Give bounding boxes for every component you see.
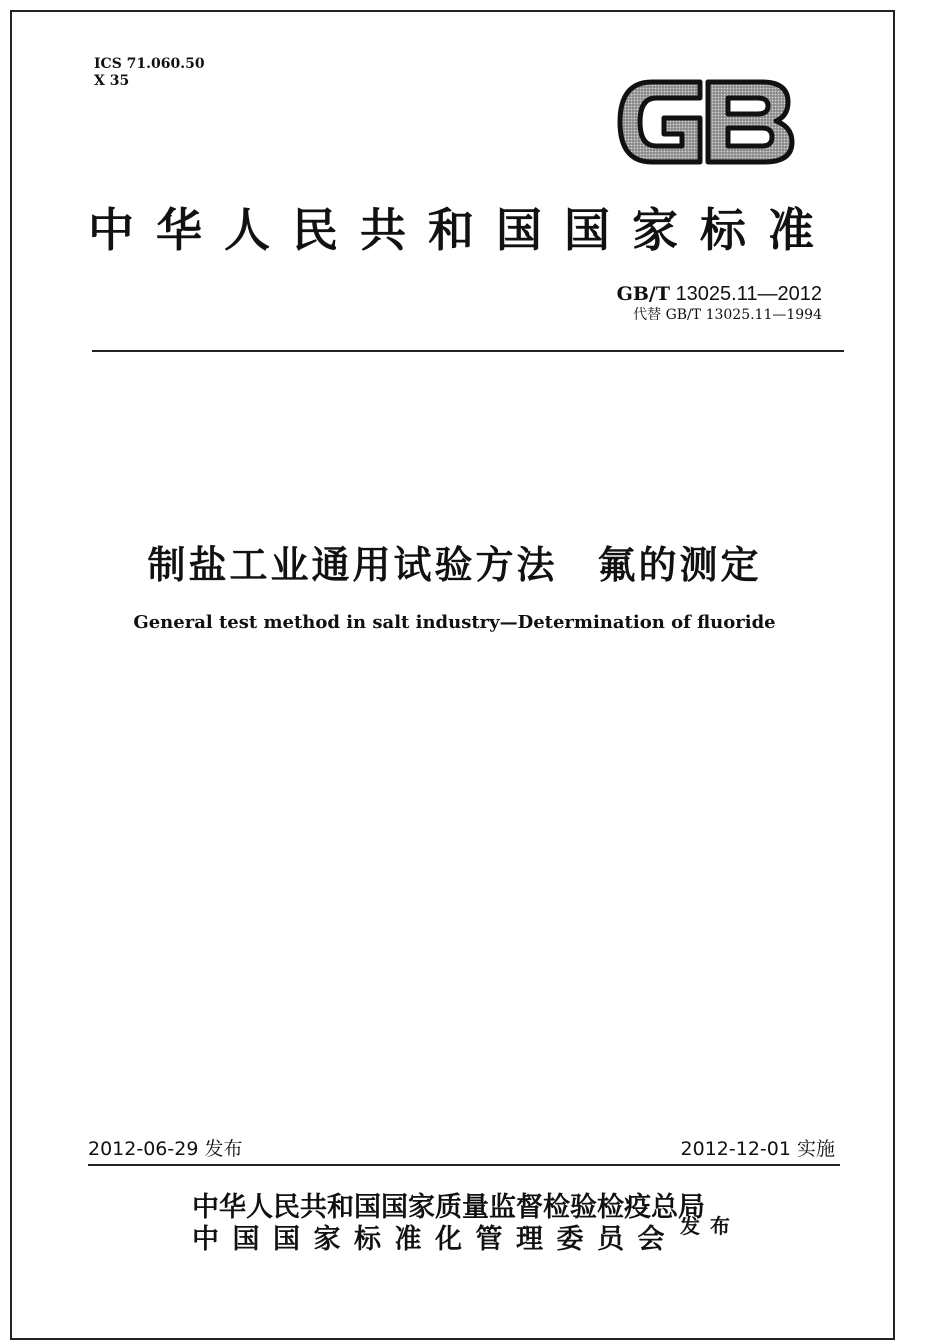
standard-prefix: GB/T [616,283,670,305]
replaces-note: 代替 GB/T 13025.11—1994 [633,307,822,323]
top-divider [92,350,844,352]
standard-number [512,282,822,306]
issuer-sac: 中国国家标准化管理委员会 [192,1224,678,1255]
issuer-aqsiq: 中华人民共和国国家质量监督检验检疫总局 [192,1192,705,1223]
ccs-code: X 35 [94,73,130,89]
bottom-divider [88,1164,840,1166]
title-english: General test method in salt industry—Determination of fluoride [133,612,776,633]
standard-number-block [512,282,822,324]
title-cn-main: 制盐工业通用试验方法 [147,543,558,587]
title-cn-sub: 氟的测定 [597,543,762,587]
title-chinese [12,534,897,589]
standard-cover-page [10,10,895,1340]
ics-code: ICS 71.060.50 [94,56,205,72]
implementation-date: 2012-12-01 实施 [680,1138,835,1160]
issuing-authorities [192,1192,705,1256]
issue-date: 2012-06-29 发布 [88,1138,243,1160]
gb-logo [612,72,797,172]
classification-codes [94,56,205,90]
standard-code: 13025.11—2012 [675,283,822,305]
national-standard-heading: 中华人民共和国国家标准 [88,203,836,257]
issued-label: 发布 [680,1214,740,1238]
